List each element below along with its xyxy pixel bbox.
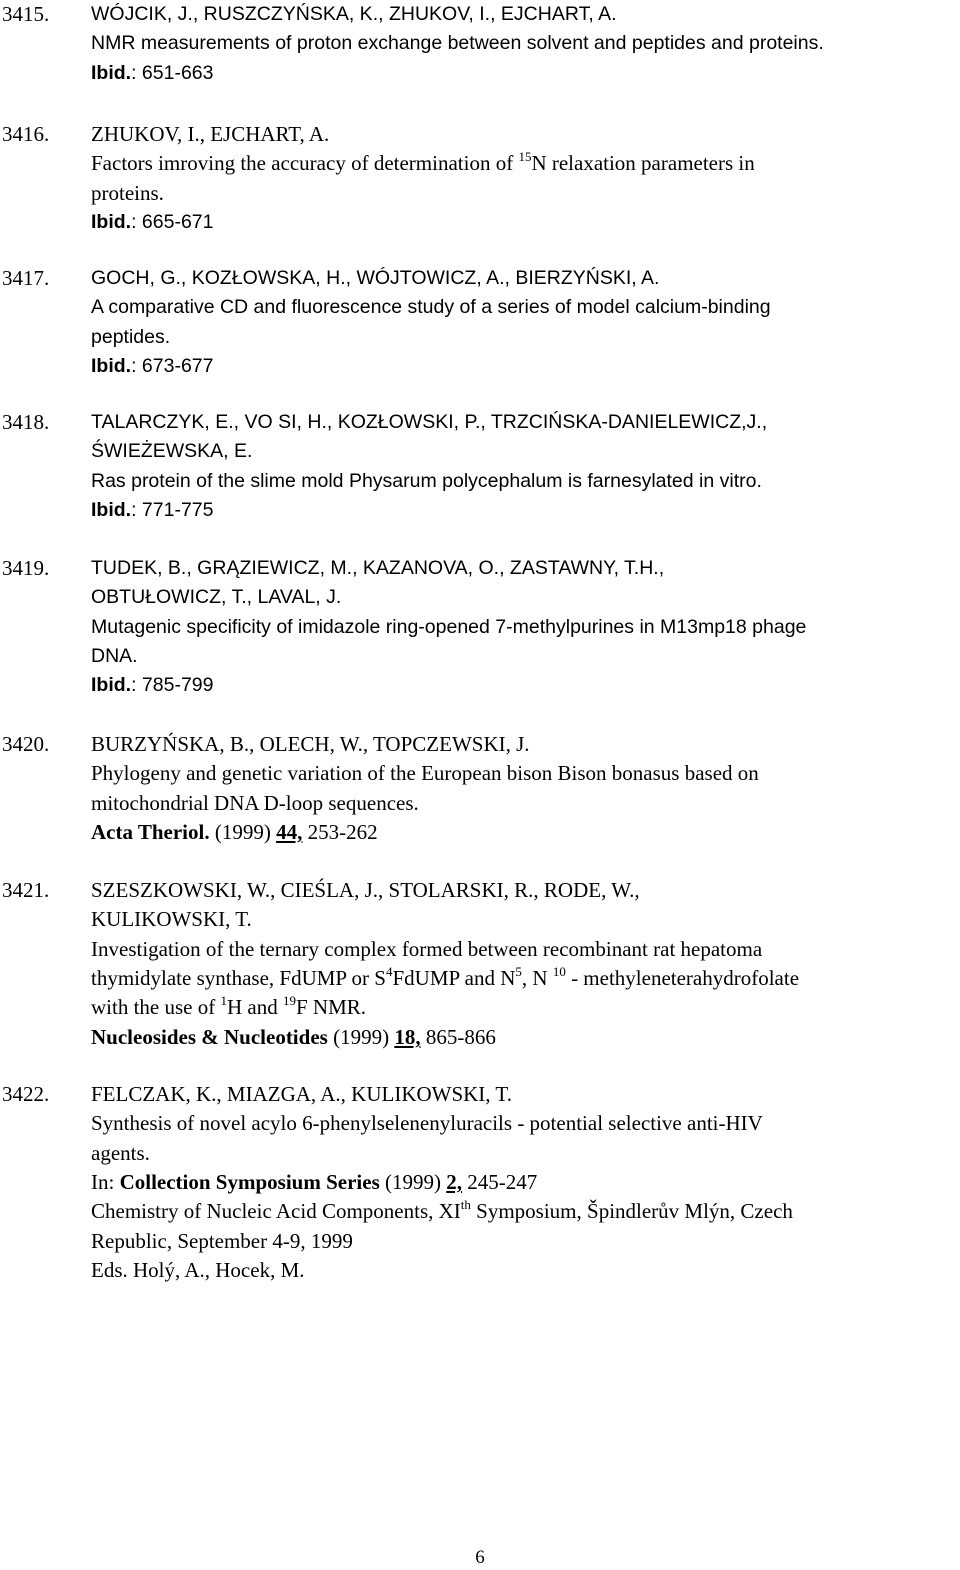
entry-line [91, 408, 767, 437]
bold-text: Nucleosides & Nucleotides [91, 1025, 328, 1049]
bold-text: Acta Theriol. [91, 820, 210, 844]
entry-line [91, 905, 252, 934]
superscript: 5 [515, 964, 522, 979]
entry-line [91, 208, 213, 237]
text-segment: Factors imroving the accuracy of determination of [91, 151, 519, 175]
entry-line [91, 876, 640, 905]
bold-text: Ibid. [91, 211, 132, 233]
bold-text: Ibid. [91, 355, 132, 377]
text-segment: FdUMP and N [392, 966, 516, 990]
entry-line [91, 59, 213, 88]
text-segment: Investigation of the ternary complex formed between recombinant rat hepatoma [91, 937, 763, 961]
superscript: 10 [552, 964, 566, 979]
entry-line [91, 29, 824, 58]
text-segment: agents. [91, 1141, 150, 1165]
entry-line [91, 642, 138, 671]
text-segment: N relaxation parameters in [531, 151, 755, 175]
superscript: 1 [220, 993, 227, 1008]
text-segment: KULIKOWSKI, T. [91, 907, 252, 931]
entry-line [91, 671, 213, 700]
bold-text: Ibid. [91, 499, 132, 521]
bold-text: Ibid. [91, 62, 132, 84]
text-segment: 253-262 [302, 820, 378, 844]
entry-line [91, 0, 617, 29]
entry-line [91, 1168, 537, 1197]
entry-line [91, 818, 378, 847]
text-segment: : 665-671 [131, 211, 214, 233]
entry-line [91, 964, 799, 993]
entry-number: 3421. [2, 878, 50, 902]
text-segment: (1999) [379, 1170, 447, 1194]
entry-line [91, 789, 419, 818]
text-segment: , N [521, 966, 553, 990]
entry-number: 3418. [2, 410, 50, 434]
text-segment: TALARCZYK, E., VO SI, H., KOZŁOWSKI, P., TRZCIŃSKA-DANIELEWICZ,J., [91, 411, 768, 433]
text-segment: (1999) [327, 1025, 395, 1049]
entry-number: 3420. [2, 732, 50, 756]
text-segment: Republic, September 4-9, 1999 [91, 1229, 353, 1253]
entry-line [91, 1197, 793, 1226]
text-segment: Mutagenic specificity of imidazole ring-opened 7-methylpurines in M13mp18 phage [91, 616, 807, 638]
entry-number: 3419. [2, 556, 50, 580]
text-segment: DNA. [91, 645, 138, 667]
text-segment: thymidylate synthase, FdUMP or S [91, 966, 386, 990]
entry-line [91, 1109, 763, 1138]
entry-line [91, 437, 252, 466]
text-segment: peptides. [91, 326, 171, 348]
superscript: 15 [518, 149, 532, 164]
text-segment: : 771-775 [131, 499, 214, 521]
entry-number: 3416. [2, 122, 50, 146]
text-segment: In: [91, 1170, 120, 1194]
superscript: 4 [385, 964, 393, 979]
text-segment: Chemistry of Nucleic Acid Components, XI [91, 1199, 461, 1223]
text-segment: (1999) [209, 820, 277, 844]
text-segment: A comparative CD and fluorescence study of a series of model calcium-binding [91, 296, 771, 318]
text-segment: Ras protein of the slime mold Physarum polycephalum is farnesylated in vitro. [91, 470, 762, 492]
entry-line [91, 264, 659, 293]
entry-line [91, 496, 213, 525]
entry-line [91, 323, 170, 352]
text-segment: Symposium, Špindlerův Mlýn, Czech [470, 1199, 793, 1223]
entry-line [91, 120, 329, 149]
text-segment: ŚWIEŻEWSKA, E. [91, 440, 253, 462]
text-segment: GOCH, G., KOZŁOWSKA, H., WÓJTOWICZ, A., BIERZYŃSKI, A. [91, 267, 660, 289]
text-segment: Synthesis of novel acylo 6-phenylselenenyluracils - potential selective anti-HIV [91, 1111, 763, 1135]
text-segment: ZHUKOV, I., EJCHART, A. [91, 122, 330, 146]
text-segment: 245-247 [462, 1170, 538, 1194]
text-segment: with the use of [91, 995, 221, 1019]
page-number: 6 [475, 1547, 485, 1568]
text-segment: H and [226, 995, 283, 1019]
entry-line [91, 759, 759, 788]
entry-line [91, 1256, 305, 1285]
text-segment: F NMR. [295, 995, 367, 1019]
text-segment: TUDEK, B., GRĄZIEWICZ, M., KAZANOVA, O., ZASTAWNY, T.H., [91, 557, 665, 579]
bold-text: Ibid. [91, 674, 132, 696]
text-segment: NMR measurements of proton exchange between solvent and peptides and proteins. [91, 32, 824, 54]
text-segment: proteins. [91, 181, 164, 205]
text-segment: - methyleneterahydrofolate [565, 966, 800, 990]
entry-number: 3417. [2, 266, 50, 290]
text-segment: : 673-677 [131, 355, 214, 377]
entry-number: 3415. [2, 2, 50, 26]
entry-line [91, 352, 213, 381]
text-segment: SZESZKOWSKI, W., CIEŚLA, J., STOLARSKI, R., RODE, W., [91, 878, 640, 902]
text-segment: Phylogeny and genetic variation of the European bison Bison bonasus based on [91, 761, 759, 785]
bold-text: 44, [276, 820, 303, 844]
entry-line [91, 179, 164, 208]
text-segment: FELCZAK, K., MIAZGA, A., KULIKOWSKI, T. [91, 1082, 512, 1106]
superscript: 19 [282, 993, 296, 1008]
bold-text: Collection Symposium Series [119, 1170, 380, 1194]
entry-line [91, 293, 771, 322]
entry-line [91, 1023, 496, 1052]
text-segment: 865-866 [420, 1025, 496, 1049]
entry-line [91, 1080, 512, 1109]
entry-line [91, 583, 341, 612]
text-segment: : 651-663 [131, 62, 214, 84]
text-segment: OBTUŁOWICZ, T., LAVAL, J. [91, 586, 342, 608]
bold-text: 18, [394, 1025, 421, 1049]
text-segment: WÓJCIK, J., RUSZCZYŃSKA, K., ZHUKOV, I., EJCHART, A. [91, 3, 617, 25]
entry-line [91, 935, 762, 964]
entry-line [91, 993, 366, 1022]
entry-line [91, 613, 806, 642]
text-segment: BURZYŃSKA, B., OLECH, W., TOPCZEWSKI, J. [91, 732, 530, 756]
text-segment: mitochondrial DNA D-loop sequences. [91, 791, 419, 815]
entry-number: 3422. [2, 1082, 50, 1106]
entry-line [91, 1139, 150, 1168]
entry-line [91, 1227, 353, 1256]
entry-line [91, 149, 755, 178]
text-segment: Eds. Holý, A., Hocek, M. [91, 1258, 305, 1282]
bold-text: 2, [446, 1170, 462, 1194]
entry-line [91, 554, 664, 583]
superscript: th [460, 1197, 471, 1212]
text-segment: : 785-799 [131, 674, 214, 696]
entry-line [91, 730, 530, 759]
entry-line [91, 467, 762, 496]
